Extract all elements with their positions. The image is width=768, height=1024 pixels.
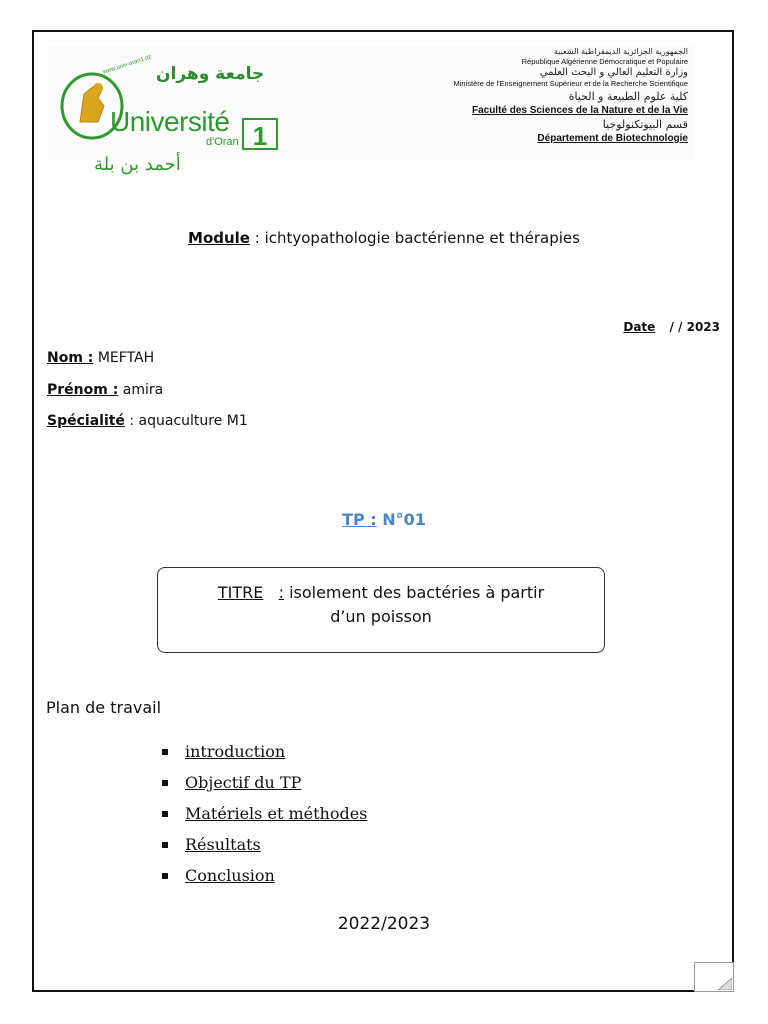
date-line bbox=[623, 320, 720, 334]
page-corner-icon bbox=[718, 978, 732, 990]
list-item-text: introduction bbox=[185, 742, 286, 761]
bullet-icon bbox=[162, 842, 168, 848]
university-number: 1 bbox=[242, 118, 278, 150]
field-label: Nom : bbox=[47, 350, 94, 366]
title-text-2: d’un poisson bbox=[330, 607, 432, 626]
university-city: d'Oran bbox=[206, 136, 239, 148]
field-label: Prénom : bbox=[47, 382, 119, 398]
department-arabic: قسم البيوتكنولوجيا bbox=[602, 118, 688, 131]
list-item bbox=[162, 767, 367, 798]
bullet-icon bbox=[162, 873, 168, 879]
list-item bbox=[162, 798, 367, 829]
title-line-1 bbox=[158, 581, 604, 605]
ministry-arabic: وزارة التعليم العالي و البحث العلمي bbox=[539, 67, 688, 78]
field-label: Spécialité bbox=[47, 413, 125, 429]
module-line bbox=[0, 229, 768, 247]
republic-french: République Algérienne Démocratique et Populaire bbox=[521, 57, 688, 66]
list-item-text: Objectif du TP bbox=[185, 773, 302, 792]
title-box bbox=[157, 567, 605, 653]
list-item bbox=[162, 736, 367, 767]
tp-label: TP : bbox=[342, 510, 377, 529]
list-item-text: Matériels et méthodes bbox=[185, 804, 368, 823]
date-value: / / 2023 bbox=[665, 320, 720, 334]
academic-year: 2022/2023 bbox=[337, 914, 431, 934]
bullet-icon bbox=[162, 780, 168, 786]
field-value: MEFTAH bbox=[93, 350, 155, 366]
document-header bbox=[48, 46, 694, 175]
field-nom bbox=[47, 350, 154, 366]
ministry-french: Ministère de l'Enseignement Supérieur et de la Recherche Scientifique bbox=[453, 79, 688, 88]
field-specialite bbox=[47, 413, 248, 429]
university-logo bbox=[58, 54, 288, 175]
plan-list bbox=[162, 736, 367, 891]
institution-block bbox=[368, 46, 688, 145]
module-label: Module bbox=[188, 229, 250, 247]
department-french: Département de Biotechnologie bbox=[537, 133, 688, 144]
faculty-arabic: كلية علوم الطبيعة و الحياة bbox=[568, 90, 688, 103]
university-name: Université bbox=[110, 106, 230, 137]
field-value: : aquaculture M1 bbox=[124, 413, 248, 429]
university-subtitle-arabic: أحمد بن بلة bbox=[94, 154, 181, 175]
faculty-french: Faculté des Sciences de la Nature et de la Vie bbox=[471, 105, 688, 116]
university-name-arabic: جامعة وهران bbox=[156, 64, 265, 84]
bullet-icon bbox=[162, 749, 168, 755]
plan-title: Plan de travail bbox=[46, 698, 162, 717]
module-value: ichtyopathologie bactérienne et thérapies bbox=[264, 229, 580, 247]
list-item-text: Conclusion bbox=[185, 866, 275, 885]
list-item bbox=[162, 829, 367, 860]
tp-number bbox=[0, 510, 768, 529]
title-text-1: isolement des bactéries à partir bbox=[283, 583, 545, 602]
list-item-text: Résultats bbox=[185, 835, 261, 854]
title-separator: : bbox=[278, 583, 284, 602]
website-text: www.univ-oran1.dz bbox=[102, 54, 153, 76]
field-prenom bbox=[47, 382, 163, 398]
republic-arabic: الجمهورية الجزائرية الديمقراطية الشعبية bbox=[553, 47, 688, 56]
bullet-icon bbox=[162, 811, 168, 817]
date-label: Date bbox=[623, 320, 656, 334]
page-curl-icon bbox=[694, 962, 734, 992]
list-item bbox=[162, 860, 367, 891]
title-label: TITRE bbox=[217, 583, 264, 602]
tp-value: N°01 bbox=[376, 510, 426, 529]
field-value: amira bbox=[118, 382, 164, 398]
module-separator: : bbox=[249, 229, 265, 247]
